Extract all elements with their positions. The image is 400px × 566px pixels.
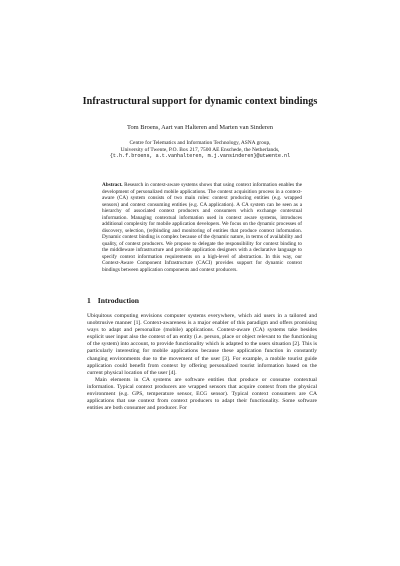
section-title: Introduction	[97, 296, 140, 305]
affiliation-line-2: University of Twente, P.O. Box 217, 7500 AE Enschede, the Netherlands,	[120, 146, 280, 153]
abstract-label: Abstract.	[102, 182, 123, 188]
paragraph-1: Ubiquitous computing envisions computer systems everywhere, which aid users in a tailored and unobtrusive manner [1]. Context-awareness is a major enabler of this paradigm and offers promising ways to adapt and personalize (mobile) applications. Context-aware (CA) systems take besides explicit user input also the context of an entity (i.e. person, place or object relevant to the functioning of the system) into account, to provide functionality which is adapted to the users situation [2]. This is particularly interesting for mobile applications because these application function in constantly changing environments due to the movement of the user [3]. For example, a mobile tourist guide application could benefit from context by offering personalized tourist information based on the current physical location of the user [4].	[87, 313, 317, 376]
paragraph-2: Main elements in CA systems are software entities that produce or consume contextual information. Typical context producers are wrapped sensors that acquire context from the physical environment (e.g. GPS, temperature sensor, ECG sensor). Typical context consumers are CA applications that use context from context producers to adapt their functionality. Some software entities are both consumer and producer. For	[87, 376, 317, 412]
section-heading	[87, 296, 139, 305]
abstract	[102, 182, 302, 273]
author-list: Tom Broens, Aart van Halteren and Marten van Sinderen	[127, 124, 273, 131]
affiliation-line-1: Centre for Telematics and Information Technology, ASNA group,	[129, 140, 271, 146]
body-text	[87, 313, 317, 412]
section-number: 1	[87, 296, 91, 305]
abstract-text: Research in context-aware systems shows that using context information enables the development of personalized mobile applications. The context acquisition process in a context-aware (CA) system consists of two main roles: context producing entities (e.g. wrapped sensors) and context consuming entities (e.g. CA application). A CA system can be seen as a hierarchy of associated context producers and consumers which exchange contextual information. Managing contextual information used in context aware systems, introduces additional complexity for mobile application developers. We focus on the dynamic processes of discovery, selection, (re)binding and monitoring of entities that produce context information. Dynamic context binding is complex because of the dynamic nature, in terms of availability and quality, of context producers. We propose to delegate the responsibility for context binding to the middleware infrastructure and provide application designers with a declarative language to specify context information requirements on a high-level of abstraction. In this way, our Context-Aware Component Infrastructure (CACI) provides support for dynamic context bindings between application components and context producers.	[102, 182, 303, 273]
affiliation-block	[60, 140, 340, 160]
author-emails: {t.h.f.broens, a.t.vanhalteren, m.j.vansinderen}@utwente.nl	[109, 153, 291, 160]
paper-title: Infrastructural support for dynamic context bindings	[82, 96, 318, 107]
